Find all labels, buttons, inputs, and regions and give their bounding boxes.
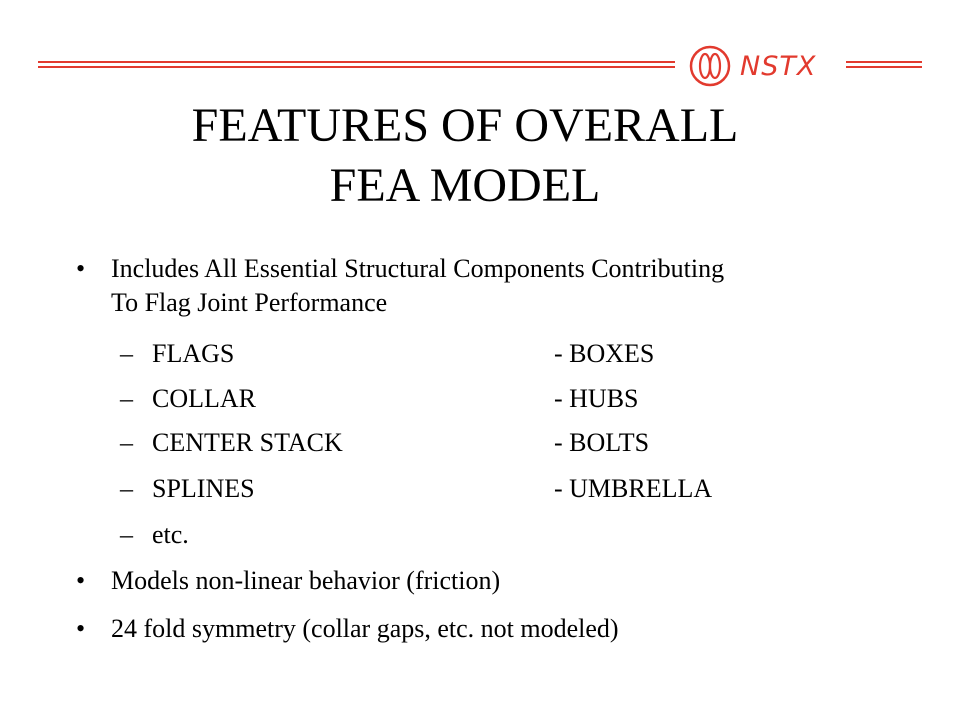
- sub-item-dash: –: [120, 520, 133, 549]
- slide-title: [0, 96, 930, 216]
- title-line-1: FEATURES OF OVERALL: [191, 99, 739, 152]
- sub-item-right: - HUBS: [554, 384, 639, 413]
- bullet-text: Includes All Essential Structural Components Contributing: [111, 254, 725, 283]
- sub-item-left: etc.: [152, 520, 189, 549]
- sub-item-dash: –: [120, 474, 133, 503]
- bullet-dot: •: [76, 614, 86, 643]
- sub-item-right: - BOXES: [554, 339, 655, 368]
- title-line-2: FEA MODEL: [329, 159, 601, 212]
- header-rule-left: [38, 61, 675, 68]
- bullet-dot: •: [76, 566, 86, 595]
- nstx-torus-icon: [688, 44, 732, 88]
- bullet-text: 24 fold symmetry (collar gaps, etc. not modeled): [111, 614, 619, 643]
- header-rule-right: [846, 61, 922, 68]
- sub-item-dash: –: [120, 384, 133, 413]
- sub-item-left: CENTER STACK: [152, 428, 343, 457]
- sub-item-left: FLAGS: [152, 339, 235, 368]
- sub-item-right: - BOLTS: [554, 428, 650, 457]
- logo-text: NSTX: [740, 50, 817, 82]
- sub-item-dash: –: [120, 339, 133, 368]
- sub-item-dash: –: [120, 428, 133, 457]
- bullet-dot: •: [76, 254, 86, 283]
- bullet-text: Models non-linear behavior (friction): [111, 566, 501, 595]
- nstx-logo: [688, 44, 816, 88]
- sub-item-left: COLLAR: [152, 384, 256, 413]
- sub-item-left: SPLINES: [152, 474, 255, 503]
- sub-item-right: - UMBRELLA: [554, 474, 713, 503]
- bullet-text-continued: To Flag Joint Performance: [111, 288, 388, 317]
